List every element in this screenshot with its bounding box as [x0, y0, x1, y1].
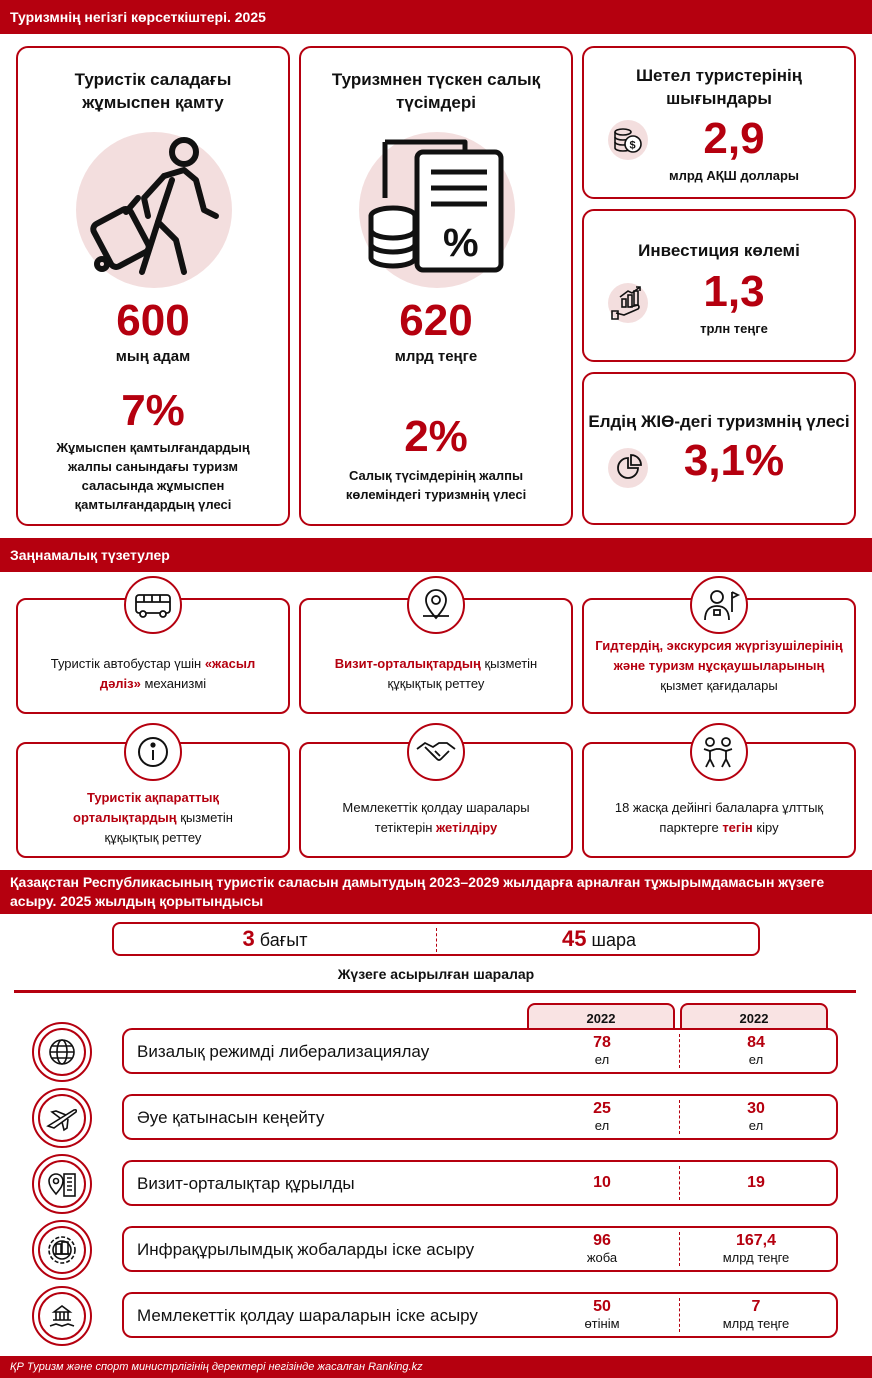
- subtitle-rule: [14, 990, 856, 993]
- summary-box: [112, 922, 760, 956]
- tax-percent-icon: [365, 138, 515, 274]
- foreign-title: Шетел туристерінің шығындары: [635, 66, 803, 108]
- investment-unit: трлн теңге: [700, 321, 768, 336]
- column-header-1: 2022: [527, 1003, 675, 1033]
- employment-share-desc: Жұмыспен қамтылғандардың жалпы санындағы туризм саласында жұмыспен қамтылғандардың үлесі: [56, 440, 250, 512]
- value-2022-b: 84 ел: [747, 1034, 765, 1067]
- airplane-icon: [32, 1088, 92, 1148]
- value-2022-a: 25 ел: [593, 1100, 611, 1133]
- guide-icon: [690, 576, 748, 634]
- tax-value: 620: [399, 296, 473, 345]
- children-icon: [690, 723, 748, 781]
- row-label: Инфрақұрылымдық жобаларды іске асыру: [137, 1240, 475, 1259]
- value-2022-a: 78 ел: [593, 1034, 611, 1067]
- legislation-text: Туристік ақпараттық орталықтардың қызметін құқықтық реттеу: [73, 790, 233, 845]
- row-divider: [679, 1232, 680, 1266]
- location-pin-icon: [407, 576, 465, 634]
- infrastructure-gear-icon: [32, 1220, 92, 1280]
- investment-card: [582, 209, 856, 362]
- globe-icon: [32, 1022, 92, 1082]
- table-row: [122, 1094, 838, 1140]
- employment-share: 7%: [121, 386, 185, 435]
- government-hands-icon: [32, 1286, 92, 1346]
- employment-card: [16, 46, 290, 526]
- value-2022-b: 19: [747, 1174, 765, 1191]
- gdp-share-card: [582, 372, 856, 525]
- investment-title: Инвестиция көлемі: [638, 241, 800, 260]
- section3-header: Қазақстан Республикасының туристік саласын дамытудың 2023–2029 жылдарға арналған тұжырымдамасын жүзеге асыру. 2025 жылдың қорытындысы: [0, 870, 872, 914]
- tax-title: Туризмнен түскен салық түсімдері: [331, 70, 541, 112]
- row-divider: [679, 1034, 680, 1068]
- employment-unit: мың адам: [115, 348, 191, 365]
- visit-center-icon: [32, 1154, 92, 1214]
- table-row: [122, 1292, 838, 1338]
- legislation-text: Туристік автобустар үшін «жасыл дәліз» механизмі: [50, 656, 256, 691]
- tax-share-desc: Салық түсімдерінің жалпы көлеміндегі туризмнің үлесі: [345, 468, 527, 502]
- tax-unit: млрд теңге: [394, 348, 478, 365]
- employment-value: 600: [116, 296, 190, 345]
- handshake-icon: [407, 723, 465, 781]
- section2-header: Заңнамалық түзетулер: [0, 538, 872, 572]
- value-2022-b: 167,4 млрд теңге: [722, 1232, 790, 1265]
- legislation-text: Гидтердің, экскурсия жүргізушілерінің және туризм нұсқаушыларының қызмет қағидалары: [595, 638, 843, 693]
- info-icon: [124, 723, 182, 781]
- column-header-2: 2022: [680, 1003, 828, 1033]
- foreign-spending-card: [582, 46, 856, 199]
- tax-card: [299, 46, 573, 526]
- value-2022-b: 7 млрд теңге: [722, 1298, 790, 1331]
- measures-summary: 45 шара: [562, 926, 636, 951]
- legislation-text: Мемлекеттік қолдау шаралары тетіктерін жетілдіру: [342, 800, 530, 835]
- value-2022-a: 10: [593, 1174, 611, 1191]
- employment-title: Туристік саладағы жұмыспен қамту: [74, 70, 232, 112]
- foreign-unit: млрд АҚШ доллары: [668, 168, 799, 183]
- row-label: Мемлекеттік қолдау шараларын іске асыру: [137, 1306, 478, 1325]
- measures-subtitle: Жүзеге асырылған шаралар: [337, 966, 535, 982]
- bus-icon: [124, 576, 182, 634]
- svg-text:%: %: [443, 221, 479, 265]
- table-row: [122, 1028, 838, 1074]
- footer-source: ҚР Туризм және спорт министрлігінің деректері негізінде жасалған Ranking.kz: [0, 1356, 872, 1378]
- tax-share: 2%: [404, 412, 468, 461]
- svg-text:$: $: [629, 139, 636, 152]
- table-row: [122, 1160, 838, 1206]
- gdp-title: Елдің ЖІӨ-дегі туризмнің үлесі: [588, 412, 850, 431]
- summary-divider: [436, 928, 437, 952]
- legislation-text: 18 жасқа дейінгі балаларға ұлттық парктерге тегін кіру: [614, 800, 824, 835]
- row-label: Әуе қатынасын кеңейту: [137, 1108, 325, 1127]
- row-divider: [679, 1298, 680, 1332]
- investment-value: 1,3: [703, 267, 765, 316]
- foreign-value: 2,9: [703, 114, 765, 163]
- table-row: [122, 1226, 838, 1272]
- gdp-value: 3,1%: [683, 436, 785, 485]
- value-2022-b: 30 ел: [747, 1100, 765, 1133]
- row-label: Визит-орталықтар құрылды: [137, 1174, 355, 1193]
- traveler-icon: [86, 132, 226, 280]
- directions-summary: 3 бағыт: [242, 926, 308, 951]
- section1-header: Туризмнің негізгі көрсеткіштері. 2025: [0, 0, 872, 34]
- row-label: Визалық режимді либерализациялау: [137, 1042, 430, 1061]
- row-divider: [679, 1166, 680, 1200]
- value-2022-a: 96 жоба: [586, 1232, 618, 1265]
- value-2022-a: 50 өтінім: [584, 1298, 620, 1331]
- legislation-text: Визит-орталықтардың қызметін құқықтық реттеу: [334, 656, 538, 691]
- row-divider: [679, 1100, 680, 1134]
